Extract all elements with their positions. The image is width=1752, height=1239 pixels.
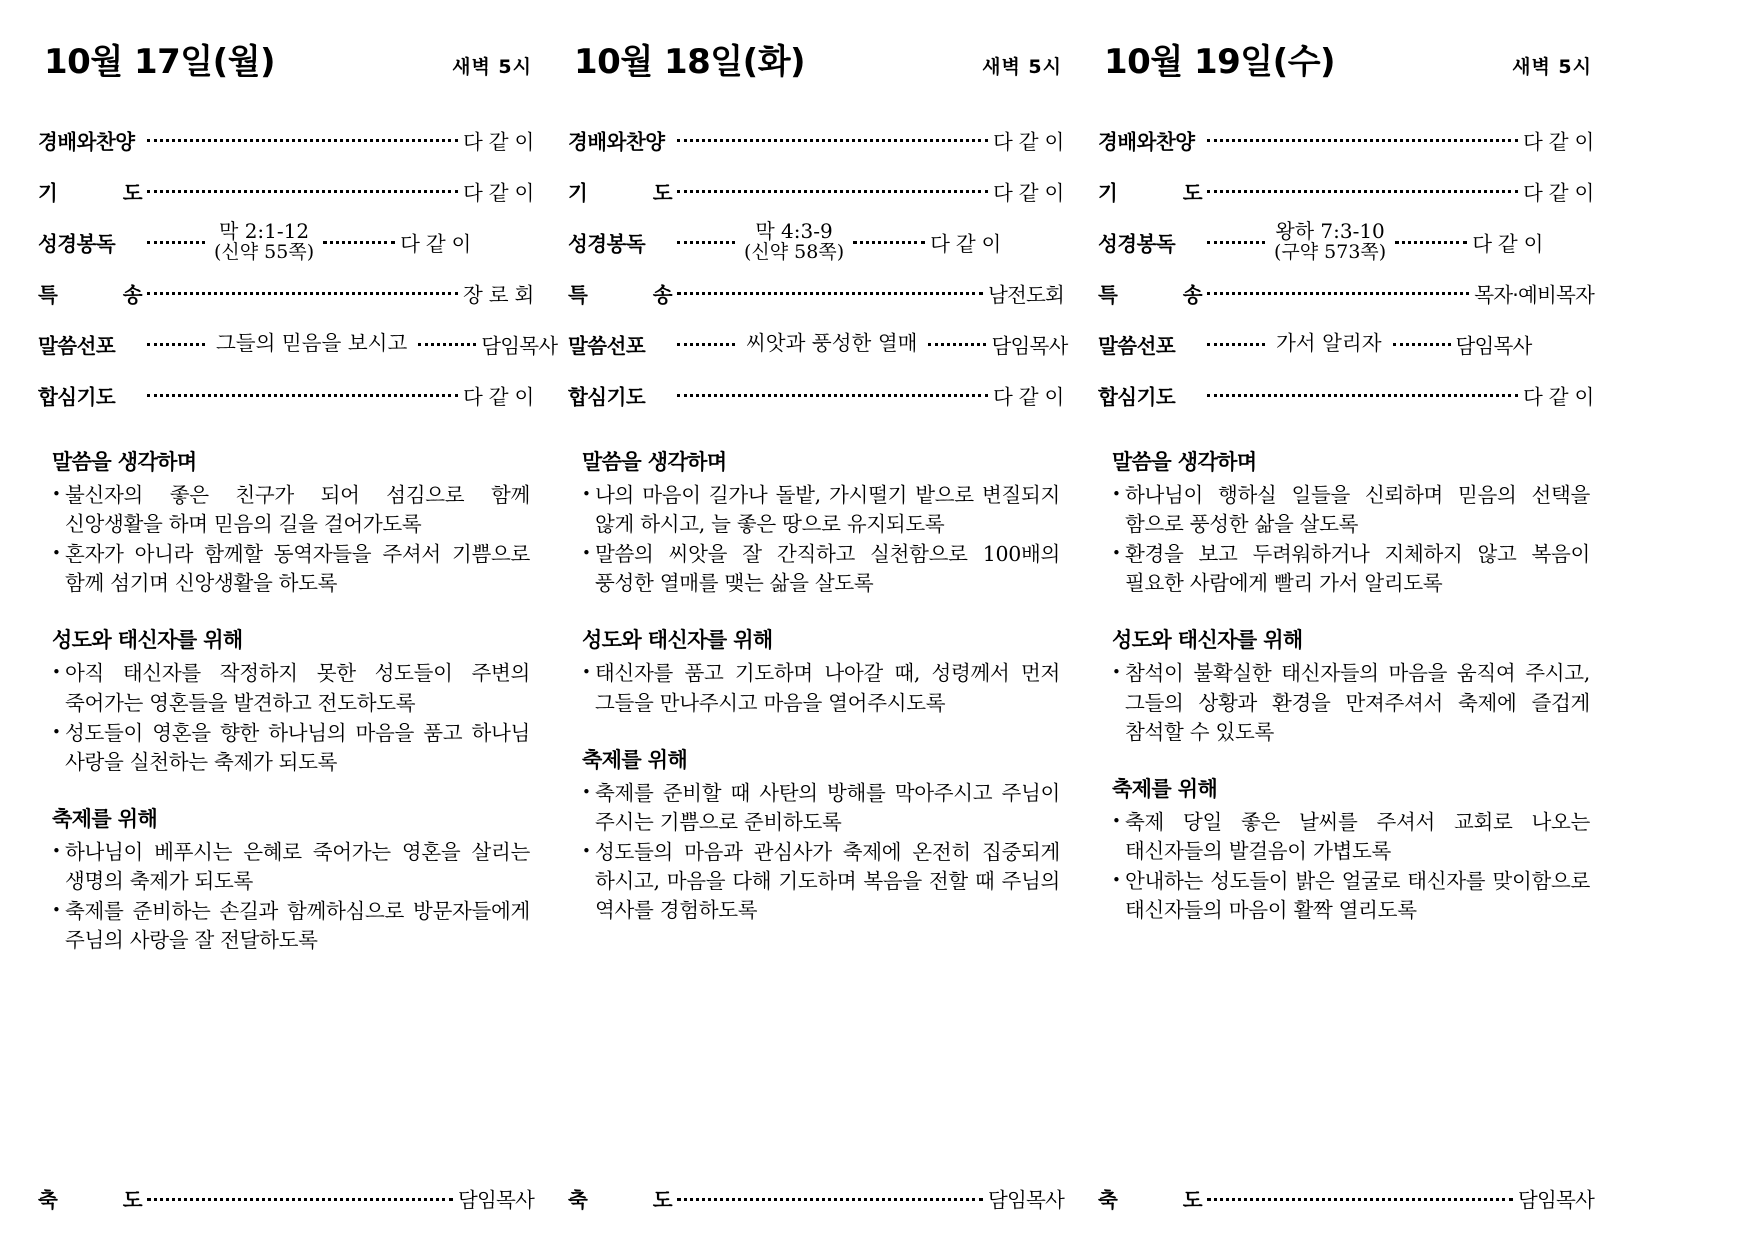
order-row <box>38 318 558 369</box>
leader-line <box>677 1198 983 1201</box>
prayer-item: • 참석이 불확실한 태신자들의 마음을 움직여 주시고, 그들의 상황과 환경을 만져주셔서 축제에 즐겁게 참석할 수 있도록 <box>1112 659 1590 746</box>
leader-line <box>1207 292 1469 295</box>
order-label <box>38 176 142 206</box>
day-column-1 <box>26 34 558 1221</box>
benediction-row <box>1098 1175 1594 1221</box>
column-gap <box>536 34 556 1221</box>
leader-line <box>677 139 988 142</box>
order-label: 합심기도 <box>1098 384 1176 409</box>
order-label-part: 송 <box>1182 282 1202 307</box>
order-role: 담임목사 <box>991 333 1068 358</box>
leader-line <box>1207 241 1265 244</box>
order-role: 다 같 이 <box>993 129 1064 154</box>
order-label: 말씀선포 <box>38 333 116 358</box>
order-label <box>38 278 142 308</box>
order-label: 합심기도 <box>38 384 116 409</box>
order-label-part: 도 <box>1182 180 1202 205</box>
benediction-label <box>1098 1183 1202 1213</box>
scripture-page: (신약 58쪽) <box>744 241 845 264</box>
order-row <box>38 369 534 420</box>
leader-line <box>677 394 988 397</box>
order-role: 다 같 이 <box>1472 231 1544 256</box>
leader-line <box>147 1198 453 1201</box>
order-label-part: 송 <box>122 282 142 307</box>
order-label-part: 특 <box>568 282 588 307</box>
scripture-page: (신약 55쪽) <box>214 241 315 264</box>
prayer-item: • 아직 태신자를 작정하지 못한 성도들이 주변의 죽어가는 영혼들을 발견하고 전도하도록 <box>52 659 530 717</box>
order-label: 성경봉독 <box>1098 231 1176 256</box>
prayer-section-heading: 성도와 태신자를 위해 <box>582 628 773 653</box>
prayer-item: • 나의 마음이 길가나 돌밭, 가시떨기 밭으로 변질되지 않게 하시고, 늘 좋은 땅으로 유지되도록 <box>582 481 1060 539</box>
benediction-role: 담임목사 <box>457 1188 534 1212</box>
benediction-label-part: 도 <box>1182 1188 1202 1212</box>
order-row <box>568 216 1064 267</box>
prayer-section <box>582 446 1060 598</box>
order-role: 다 같 이 <box>1523 384 1594 409</box>
prayer-section <box>582 624 1060 717</box>
order-role: 다 같 이 <box>1523 180 1594 205</box>
order-row <box>1098 267 1594 318</box>
order-label <box>1098 278 1202 308</box>
order-label: 말씀선포 <box>1098 333 1176 358</box>
order-role: 목자·예비목자 <box>1474 282 1594 307</box>
sermon-title: 가서 알리자 <box>1276 331 1382 356</box>
leader-line <box>147 190 458 193</box>
order-role: 다 같 이 <box>463 384 534 409</box>
scripture-reference <box>1270 220 1390 264</box>
prayer-section <box>52 803 530 955</box>
prayer-section-heading: 축제를 위해 <box>52 806 158 831</box>
scripture-passage: 왕하 7:3-10 <box>1275 218 1385 243</box>
order-label-part: 도 <box>652 180 672 205</box>
order-label-part: 기 <box>1098 180 1118 205</box>
scripture-page: (구약 573쪽) <box>1274 241 1387 264</box>
prayer-item: • 혼자가 아니라 함께할 동역자들을 주셔서 기쁨으로 함께 섬기며 신앙생활을 하도록 <box>52 540 530 598</box>
day-header <box>26 34 536 92</box>
order-label-part: 특 <box>38 282 58 307</box>
day-header <box>1086 34 1596 92</box>
order-row <box>568 165 1064 216</box>
prayer-section-heading: 말씀을 생각하며 <box>1112 450 1257 474</box>
prayer-section <box>52 624 530 776</box>
leader-line <box>1207 190 1518 193</box>
prayer-section <box>1112 624 1590 746</box>
order-label: 성경봉독 <box>38 231 116 256</box>
sermon-title: 그들의 믿음을 보시고 <box>216 331 408 356</box>
benediction <box>1086 1175 1596 1221</box>
prayer-section <box>1112 446 1590 598</box>
prayer-section-heading: 말씀을 생각하며 <box>52 450 197 474</box>
benediction <box>26 1175 536 1221</box>
order-label: 말씀선포 <box>568 333 646 358</box>
date-title: 10월 19일(수) <box>1104 42 1336 82</box>
order-of-service <box>26 114 558 420</box>
order-of-service <box>556 114 1066 420</box>
leader-line <box>147 394 458 397</box>
day-column-2 <box>556 34 1066 1221</box>
order-row <box>568 114 1064 165</box>
prayer-item: • 성도들의 마음과 관심사가 축제에 온전히 집중되게 하시고, 마음을 다해 기도하며 복음을 전할 때 주님의 역사를 경험하도록 <box>582 838 1060 925</box>
order-role: 남전도회 <box>987 282 1064 307</box>
prayer-item: • 축제를 준비하는 손길과 함께하심으로 방문자들에게 주님의 사랑을 잘 전달하도록 <box>52 897 530 955</box>
order-label-part: 특 <box>1098 282 1118 307</box>
prayer-item: • 축제 당일 좋은 날씨를 주셔서 교회로 나오는 태신자들의 발걸음이 가볍도록 <box>1112 808 1590 866</box>
order-label-part: 송 <box>652 282 672 307</box>
order-row <box>38 165 534 216</box>
service-time: 새벽 5시 <box>1512 56 1592 78</box>
leader-line <box>147 139 458 142</box>
order-label <box>1098 176 1202 206</box>
prayer-topics <box>556 446 1066 1175</box>
column-gap <box>1066 34 1086 1221</box>
leader-line <box>677 190 988 193</box>
leader-line <box>1395 241 1467 244</box>
prayer-section-heading: 성도와 태신자를 위해 <box>1112 628 1303 653</box>
leader-line <box>677 343 735 346</box>
order-label-part: 기 <box>38 180 58 205</box>
leader-line <box>147 241 205 244</box>
prayer-item: • 환경을 보고 두려워하거나 지체하지 않고 복음이 필요한 사람에게 빨리 가서 알리도록 <box>1112 540 1590 598</box>
prayer-section-heading: 성도와 태신자를 위해 <box>52 628 243 653</box>
order-row <box>568 318 1068 369</box>
benediction-row <box>568 1175 1064 1221</box>
order-label: 경배와찬양 <box>38 129 135 154</box>
prayer-topics <box>1086 446 1596 1175</box>
date-title: 10월 17일(월) <box>44 42 276 82</box>
prayer-item: • 축제를 준비할 때 사탄의 방해를 막아주시고 주님이 주시는 기쁨으로 준비하도록 <box>582 779 1060 837</box>
prayer-section-heading: 축제를 위해 <box>582 747 688 772</box>
benediction-label-part: 축 <box>1098 1188 1118 1212</box>
prayer-item: • 하나님이 베푸시는 은혜로 죽어가는 영혼을 살리는 생명의 축제가 되도록 <box>52 838 530 896</box>
leader-line <box>1393 343 1451 346</box>
benediction-role: 담임목사 <box>1517 1188 1594 1212</box>
prayer-item: • 태신자를 품고 기도하며 나아갈 때, 성령께서 먼저 그들을 만나주시고 마음을 열어주시도록 <box>582 659 1060 717</box>
prayer-section <box>582 744 1060 926</box>
order-label: 성경봉독 <box>568 231 646 256</box>
order-label-part: 기 <box>568 180 588 205</box>
order-row <box>1098 114 1594 165</box>
order-row <box>1098 216 1594 267</box>
benediction-label-part: 축 <box>568 1188 588 1212</box>
order-row <box>1098 165 1594 216</box>
order-label <box>568 278 672 308</box>
prayer-item: • 성도들이 영혼을 향한 하나님의 마음을 품고 하나님 사랑을 실천하는 축제가 되도록 <box>52 719 530 777</box>
prayer-section <box>1112 773 1590 925</box>
leader-line <box>1207 343 1265 346</box>
benediction-label-part: 도 <box>122 1188 142 1212</box>
order-of-service <box>1086 114 1596 420</box>
benediction <box>556 1175 1066 1221</box>
order-row <box>38 114 534 165</box>
leader-line <box>1207 139 1518 142</box>
day-column-3 <box>1086 34 1596 1221</box>
order-row <box>1098 369 1594 420</box>
order-label <box>568 176 672 206</box>
leader-line <box>147 292 458 295</box>
prayer-topics <box>26 446 536 1175</box>
leader-line <box>677 292 983 295</box>
order-role: 장 로 회 <box>463 282 534 307</box>
sermon-title: 씨앗과 풍성한 열매 <box>746 331 918 356</box>
leader-line <box>1207 1198 1513 1201</box>
scripture-reference <box>740 220 848 264</box>
benediction-label <box>38 1183 142 1213</box>
leader-line <box>418 343 476 346</box>
benediction-row <box>38 1175 534 1221</box>
order-role: 다 같 이 <box>993 384 1064 409</box>
leader-line <box>928 343 986 346</box>
prayer-item: • 불신자의 좋은 친구가 되어 섬김으로 함께 신앙생활을 하며 믿음의 길을 걸어가도록 <box>52 481 530 539</box>
leader-line <box>323 241 395 244</box>
benediction-label <box>568 1183 672 1213</box>
date-title: 10월 18일(화) <box>574 42 806 82</box>
order-role: 다 같 이 <box>930 231 1002 256</box>
prayer-section-heading: 말씀을 생각하며 <box>582 450 727 474</box>
order-role: 다 같 이 <box>400 231 472 256</box>
order-role: 다 같 이 <box>463 180 534 205</box>
leader-line <box>1207 394 1518 397</box>
prayer-item: • 하나님이 행하실 일들을 신뢰하며 믿음의 선택을 함으로 풍성한 삶을 살도록 <box>1112 481 1590 539</box>
order-row <box>1098 318 1594 369</box>
leader-line <box>147 343 205 346</box>
leader-line <box>677 241 735 244</box>
order-row <box>568 369 1064 420</box>
order-label-part: 도 <box>122 180 142 205</box>
order-role: 담임목사 <box>1455 333 1532 358</box>
day-header <box>556 34 1066 92</box>
scripture-reference <box>210 220 318 264</box>
prayer-item: • 말씀의 씨앗을 잘 간직하고 실천함으로 100배의 풍성한 열매를 맺는 삶을 살도록 <box>582 540 1060 598</box>
benediction-label-part: 축 <box>38 1188 58 1212</box>
order-role: 다 같 이 <box>463 129 534 154</box>
order-role: 다 같 이 <box>993 180 1064 205</box>
leader-line <box>853 241 925 244</box>
benediction-label-part: 도 <box>652 1188 672 1212</box>
service-time: 새벽 5시 <box>982 56 1062 78</box>
order-label: 합심기도 <box>568 384 646 409</box>
scripture-passage: 막 2:1-12 <box>219 218 310 243</box>
order-row <box>38 267 534 318</box>
prayer-item: • 안내하는 성도들이 밝은 얼굴로 태신자를 맞이함으로 태신자들의 마음이 활짝 열리도록 <box>1112 867 1590 925</box>
prayer-section-heading: 축제를 위해 <box>1112 776 1218 801</box>
order-role: 담임목사 <box>481 333 558 358</box>
scripture-passage: 막 4:3-9 <box>755 218 833 243</box>
order-role: 다 같 이 <box>1523 129 1594 154</box>
order-row <box>38 216 534 267</box>
order-row <box>568 267 1064 318</box>
service-time: 새벽 5시 <box>452 56 532 78</box>
prayer-section <box>52 446 530 598</box>
order-label: 경배와찬양 <box>568 129 665 154</box>
benediction-role: 담임목사 <box>987 1188 1064 1212</box>
order-label: 경배와찬양 <box>1098 129 1195 154</box>
